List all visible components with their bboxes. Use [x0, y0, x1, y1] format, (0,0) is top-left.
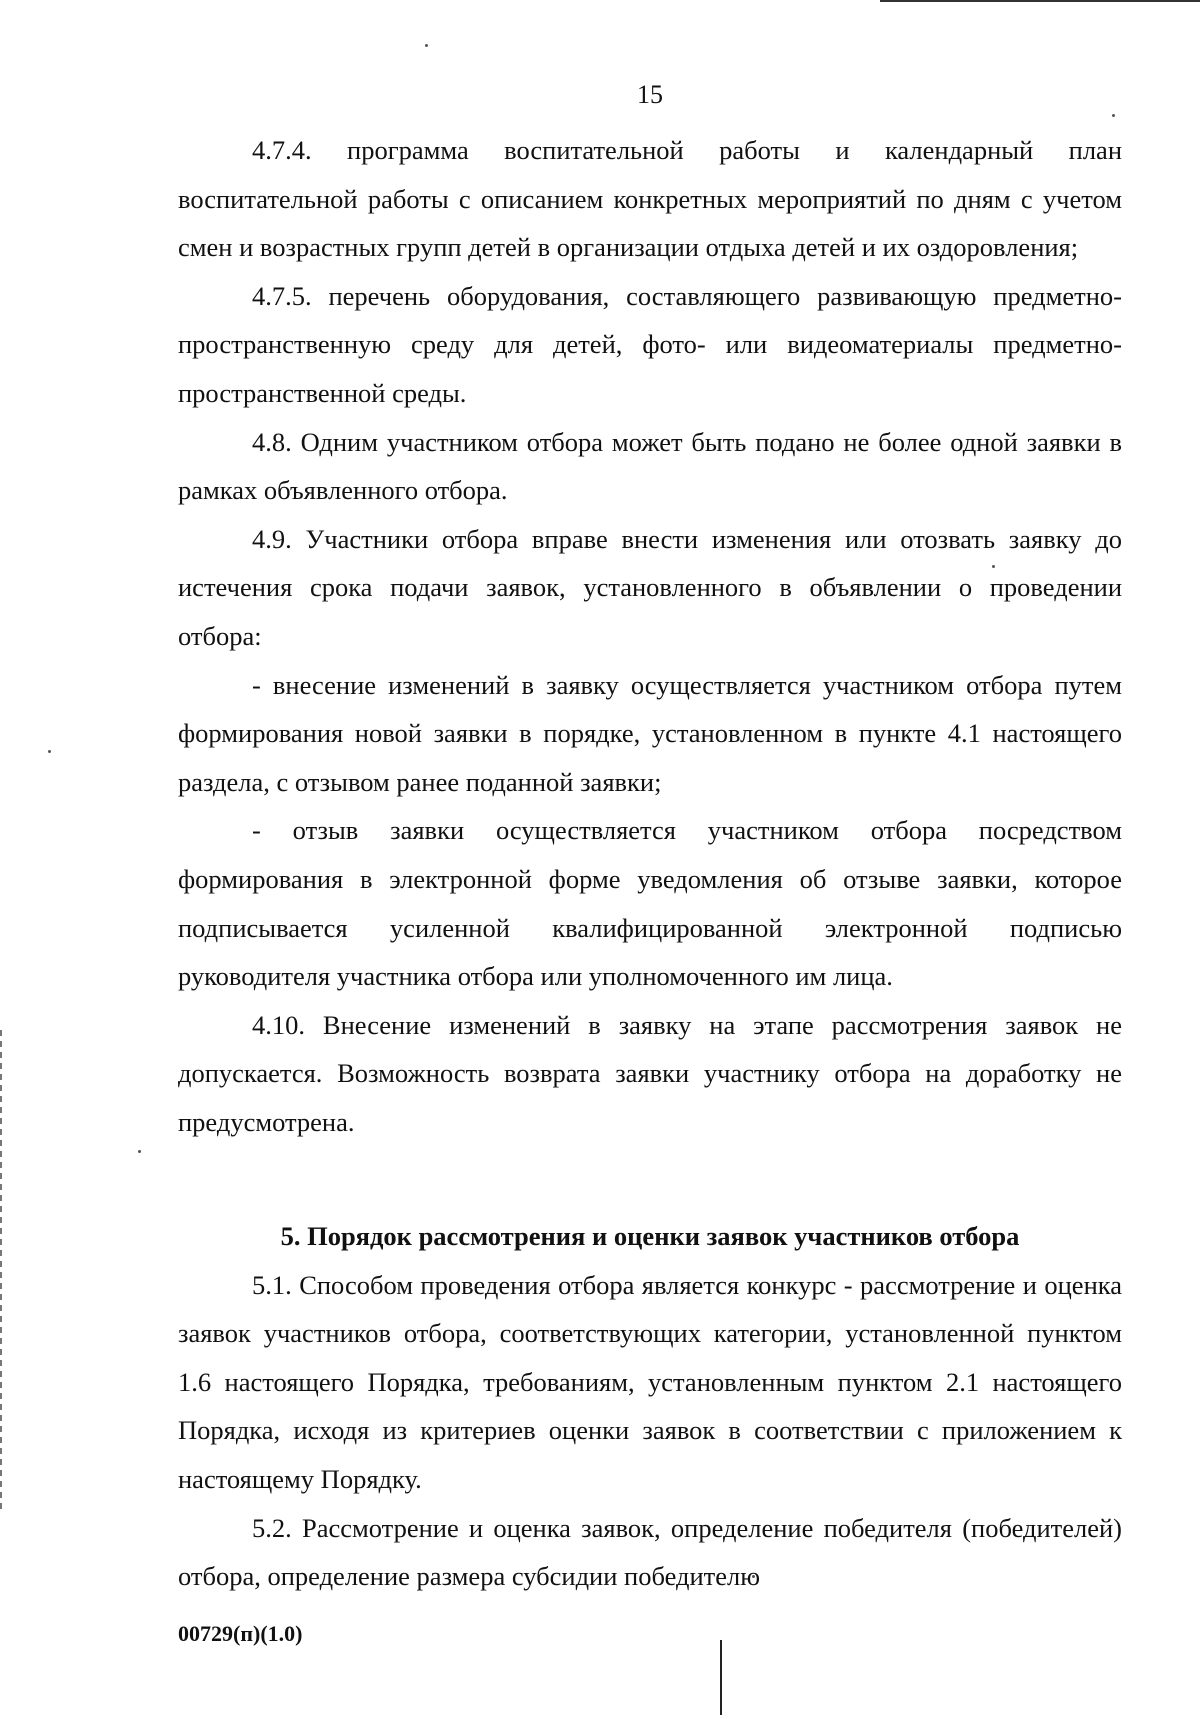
document-code: 00729(п)(1.0)	[178, 1621, 303, 1646]
paragraph-4-9-item-1: - внесение изменений в заявку осуществляется участником отбора путем формирования новой заявки в порядке, установленном в пункте 4.1 настоящего раздела, с отзывом ранее поданной заявки;	[178, 669, 1122, 797]
scan-artifact-dot	[1112, 114, 1115, 117]
paragraph-4-10: 4.10. Внесение изменений в заявку на этапе рассмотрения заявок не допускается. Возможность возврата заявки участнику отбора на доработку не предусмотрена.	[178, 1009, 1122, 1137]
section-heading: 5. Порядок рассмотрения и оценки заявок участников отбора	[280, 1221, 1020, 1251]
paragraph-4-9-item-2: - отзыв заявки осуществляется участником отбора посредством формирования в электронной форме уведомления об отзыве заявки, которое подписывается усиленной квалифицированной электронной подписью руководителя участника отбора или уполномоченного им лица.	[178, 815, 1122, 992]
scan-artifact-dot	[138, 1150, 141, 1153]
paragraph-4-9: 4.9. Участники отбора вправе внести изменения или отозвать заявку до истечения срока подачи заявок, установленного в объявлении о проведении отбора:	[178, 523, 1122, 651]
scan-artifact-dot	[425, 44, 428, 47]
body-text-section-5	[178, 1212, 1122, 1601]
paragraph-4-8: 4.8. Одним участником отбора может быть подано не более одной заявки в рамках объявленного отбора.	[178, 426, 1122, 506]
scan-artifact-dot	[48, 750, 51, 753]
scan-artifact-line	[880, 0, 1200, 2]
body-text-top	[178, 126, 1122, 1146]
paragraph-4-7-5: 4.7.5. перечень оборудования, составляющего развивающую предметно-пространственную среду для детей, фото- или видеоматериалы предметно-пространственной среды.	[178, 280, 1122, 408]
page-number: 15	[637, 80, 663, 109]
paragraph-4-7-4: 4.7.4. программа воспитательной работы и календарный план воспитательной работы с описанием конкретных мероприятий по дням с учетом смен и возрастных групп детей в организации отдыха детей и их оздоровления;	[178, 135, 1122, 263]
paragraph-5-1: 5.1. Способом проведения отбора является конкурс - рассмотрение и оценка заявок участников отбора, соответствующих категории, установленной пунктом 1.6 настоящего Порядка, требованиям, установленным пунктом 2.1 настоящего Порядка, исходя из критериев оценки заявок в соответствии с приложением к настоящему Порядку.	[178, 1269, 1122, 1494]
scan-artifact-mark	[720, 1640, 722, 1715]
paragraph-5-2: 5.2. Рассмотрение и оценка заявок, определение победителя (победителей) отбора, определение размера субсидии победителю	[178, 1512, 1122, 1592]
scan-artifact-edge	[0, 1030, 2, 1510]
